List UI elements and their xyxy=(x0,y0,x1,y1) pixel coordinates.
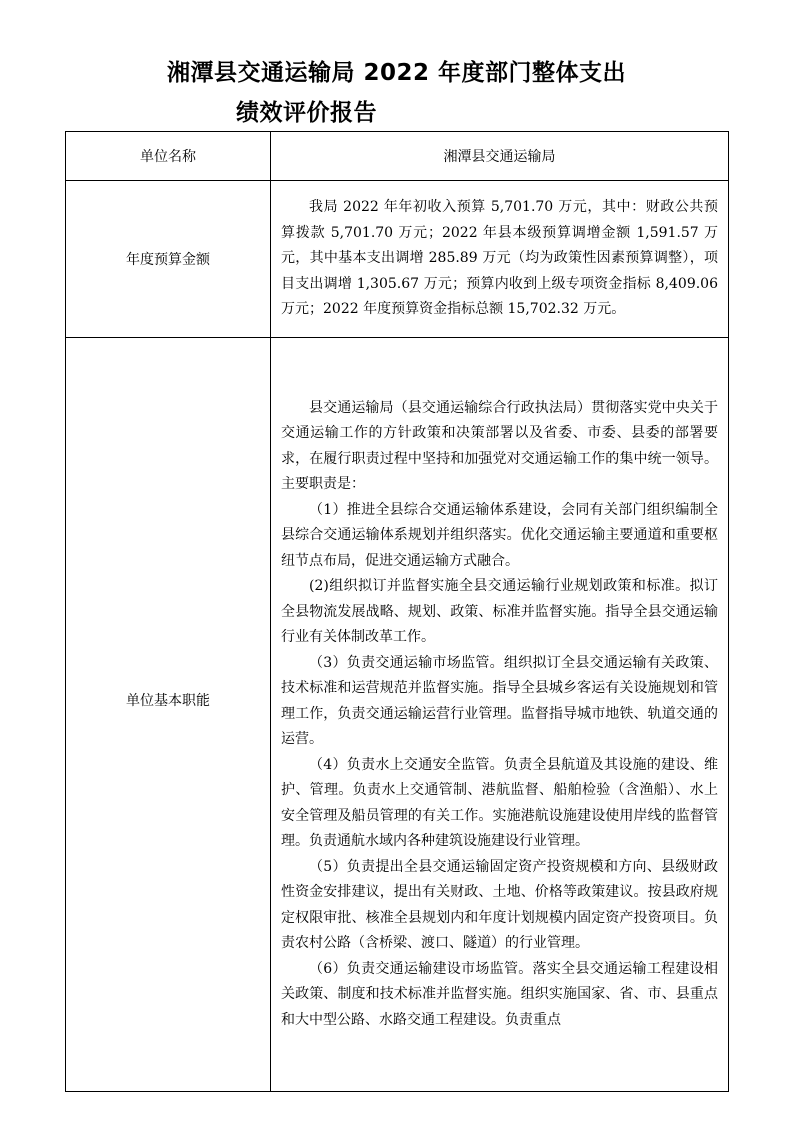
function-paragraph-2: (2)组织拟订并监督实施全县交通运输行业规划政策和标准。拟订全县物流发展战略、规划、政策、标准并监督实施。指导全县交通运输行业有关体制改革工作。 xyxy=(281,578,718,646)
annual-budget-text: 我局 2022 年年初收入预算 5,701.70 万元，其中：财政公共预算拨款 5,701.70 万元；2022 年县本级预算调增金额 1,591.57 万元，其中基本支出调增 285.89 万元（均为政策性因素预算调整），项目支出调增 1,305.67 万元；预算内收到上级专项资金指标 8,409.06 万元；2022 年度预算资金指标总额 15,702.32 万元。 xyxy=(281,199,718,318)
row-label-annual-budget: 年度预算金额 xyxy=(66,181,271,338)
row-label-unit-name: 单位名称 xyxy=(66,132,271,181)
function-paragraph-intro: 县交通运输局（县交通运输综合行政执法局）贯彻落实党中央关于交通运输工作的方针政策和决策部署以及省委、市委、县委的部署要求，在履行职责过程中坚持和加强党对交通运输工作的集中统一领导。主要职责是： xyxy=(281,399,718,493)
function-paragraph-4: （4）负责水上交通安全监管。负责全县航道及其设施的建设、维护、管理。负责水上交通管制、港航监督、船舶检验（含渔船）、水上安全管理及船员管理的有关工作。实施港航设施建设使用岸线的监督管理。负责通航水域内各种建筑设施建设行业管理。 xyxy=(281,756,718,850)
unit-name-value: 湘潭县交通运输局 xyxy=(271,132,729,181)
table-row xyxy=(66,181,729,338)
function-paragraph-5: （5）负责提出全县交通运输固定资产投资规模和方向、县级财政性资金安排建议，提出有关财政、土地、价格等政策建议。按县政府规定权限审批、核准全县规划内和年度计划规模内固定资产投资项目。负责农村公路（含桥梁、渡口、隧道）的行业管理。 xyxy=(281,858,718,952)
report-title-line2: 绩效评价报告 xyxy=(236,100,377,126)
function-paragraph-6: （6）负责交通运输建设市场监管。落实全县交通运输工程建设相关政策、制度和技术标准并监督实施。组织实施国家、省、市、县重点和大中型公路、水路交通工程建设。负责重点 xyxy=(281,960,718,1028)
report-title-line1: 湘潭县交通运输局 2022 年度部门整体支出 xyxy=(166,60,627,86)
function-paragraph-3: （3）负责交通运输市场监管。组织拟订全县交通运输有关政策、技术标准和运营规范并监督实施。指导全县城乡客运有关设施规划和管理工作，负责交通运输运营行业管理。监督指导城市地铁、轨道交通的运营。 xyxy=(281,654,718,748)
function-paragraph-1: （1）推进全县综合交通运输体系建设，会同有关部门组织编制全县综合交通运输体系规划并组织落实。优化交通运输主要通道和重要枢纽节点布局，促进交通运输方式融合。 xyxy=(281,501,718,569)
basic-functions-cell xyxy=(271,338,729,1092)
table-row xyxy=(66,338,729,1092)
row-label-basic-functions: 单位基本职能 xyxy=(66,338,271,1092)
evaluation-table xyxy=(65,131,729,1092)
annual-budget-cell xyxy=(271,181,729,338)
table-row xyxy=(66,132,729,181)
